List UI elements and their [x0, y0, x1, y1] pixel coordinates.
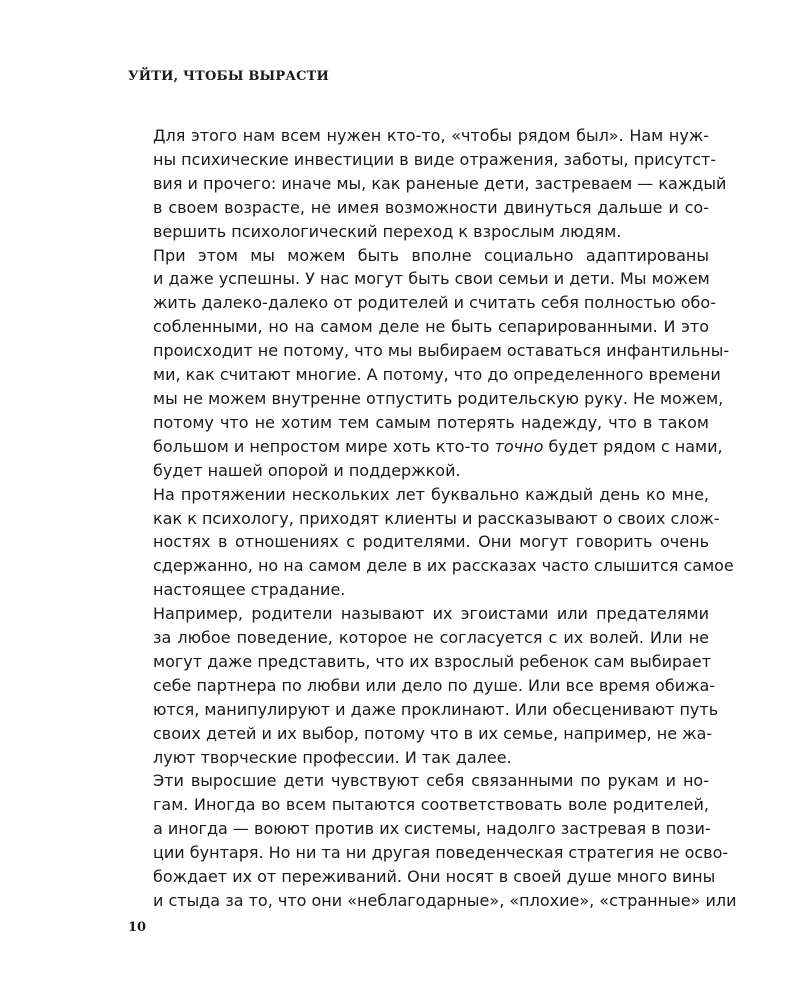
text-line: настоящее страдание.	[153, 580, 346, 600]
text-line: в своем возрасте, не имея возможности двинуться дальше и со-	[153, 197, 709, 217]
text-line: сдержанно, но на самом деле в их рассказах часто слышится самое	[153, 556, 734, 576]
text-line: жить далеко-далеко от родителей и считать себя полностью обо-	[153, 293, 716, 313]
paragraph	[128, 602, 719, 769]
text-line: происходит не потому, что мы выбираем оставаться инфантильны-	[153, 341, 730, 361]
text-line: бождает их от переживаний. Они носят в своей душе много вины	[153, 867, 716, 887]
text-line: собленными, но на самом деле не быть сепарированными. И это	[153, 317, 709, 337]
text-line: На протяжении нескольких лет буквально каждый день ко мне,	[153, 484, 709, 504]
running-head: УЙТИ, ЧТОБЫ ВЫРАСТИ	[128, 69, 330, 84]
text-line: ны психические инвестиции в виде отражения, заботы, присутст-	[153, 149, 717, 169]
text-line: как к психологу, приходят клиенты и рассказывают о своих слож-	[153, 508, 720, 528]
text-line: При этом мы можем быть вполне социально адаптированы	[153, 245, 709, 265]
text-line: будет нашей опорой и поддержкой.	[153, 460, 461, 480]
text-line: своих детей и их выбор, потому что в их семье, например, не жа-	[153, 723, 713, 743]
text-line: ми, как считают многие. А потому, что до определенного времени	[153, 365, 721, 385]
text-line: луют творческие профессии. И так далее.	[153, 747, 512, 767]
text-line: и даже успешны. У нас могут быть свои семьи и дети. Мы можем	[153, 269, 710, 289]
text-line: ностях в отношениях с родителями. Они могут говорить очень	[153, 532, 709, 552]
text-line: вия и прочего: иначе мы, как раненые дети, застреваем — каждый	[153, 173, 727, 193]
text-line: ции бунтаря. Но ни та ни другая поведенческая стратегия не осво-	[153, 843, 729, 863]
text-line: гам. Иногда во всем пытаются соответствовать воле родителей,	[153, 795, 709, 815]
paragraph	[128, 124, 727, 244]
text-line: себе партнера по любви или дело по душе. Или все время обижа-	[153, 675, 716, 695]
text-line: Например, родители называют их эгоистами или предателями	[153, 604, 709, 624]
text-line: ются, манипулируют и даже проклинают. Или обесценивают путь	[153, 699, 719, 719]
text-line: и стыда за то, что они «неблагодарные», «плохие», «странные» или	[153, 891, 737, 910]
page-number: 10	[128, 920, 147, 935]
text-line-with-emphasis	[128, 435, 723, 459]
text-segment: большом и непростом мире хоть кто-то	[153, 436, 495, 456]
text-line: могут даже представить, что их взрослый ребенок сам выбирает	[153, 651, 712, 671]
text-line: вершить психологический переход к взрослым людям.	[153, 221, 622, 241]
body-text	[128, 124, 737, 913]
paragraph	[128, 244, 730, 483]
paragraph	[128, 769, 737, 912]
text-line: за любое поведение, которое не согласуется с их волей. Или не	[153, 628, 709, 648]
text-line: а иногда — воюют против их системы, надолго застревая в пози-	[153, 819, 711, 839]
emphasis-word: точно	[494, 436, 544, 456]
text-line: Эти выросшие дети чувствуют себя связанными по рукам и но-	[153, 771, 709, 791]
text-line: Для этого нам всем нужен кто-то, «чтобы рядом был». Нам нуж-	[153, 126, 709, 145]
text-line: мы не можем внутренне отпустить родительскую руку. Не можем,	[153, 388, 724, 408]
text-segment: будет рядом с нами,	[543, 436, 723, 456]
text-line: потому что не хотим тем самым потерять надежду, что в таком	[153, 412, 709, 432]
paragraph	[128, 483, 734, 603]
